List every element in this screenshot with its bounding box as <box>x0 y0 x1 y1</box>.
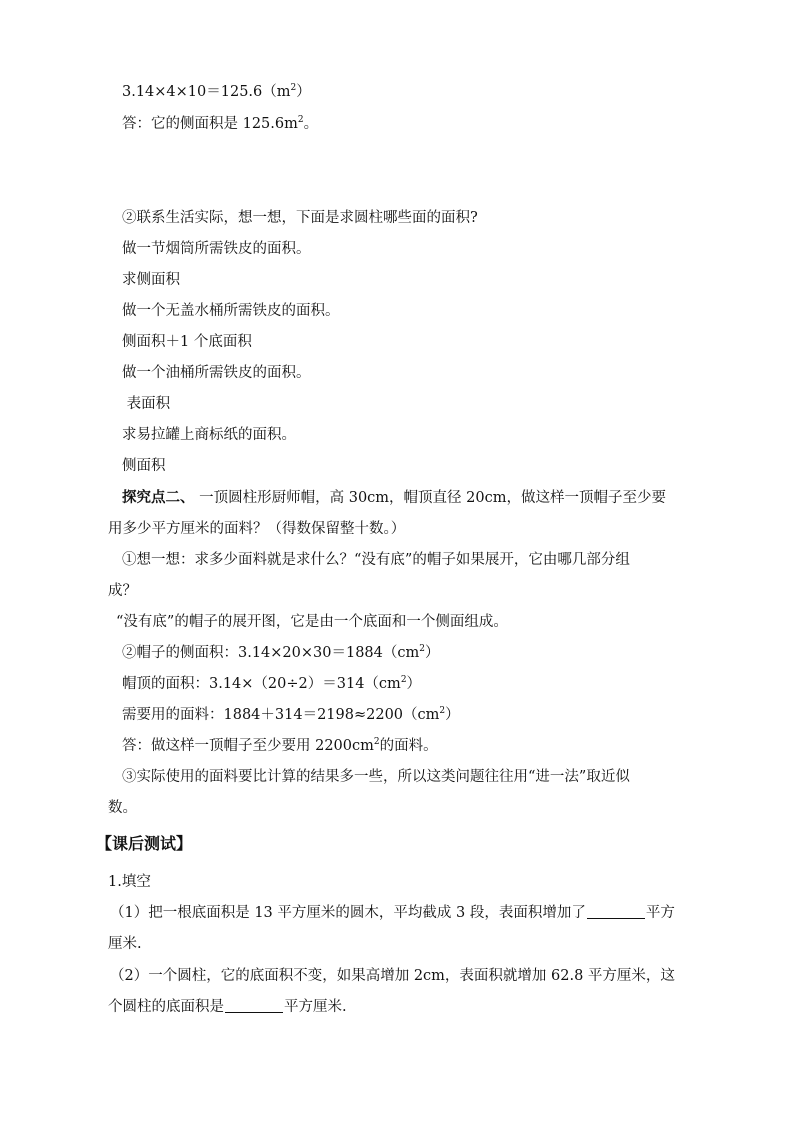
need-area-superscript: 2 <box>439 706 446 716</box>
explore2-think-line1: ①想一想：求多少面料就是求什么？“没有底”的帽子如果展开，它由哪几部分组 <box>122 552 630 568</box>
answer-line <box>122 114 318 134</box>
explore2-side-area <box>122 643 440 663</box>
explore2-note-line2: 数。 <box>108 800 137 816</box>
explore2-unfold: “没有底”的帽子的展开图，它是由一个底面和一个侧面组成。 <box>116 614 508 630</box>
part2-item-answer: 求侧面积 <box>122 272 180 288</box>
part2-question: ②联系生活实际，想一想，下面是求圆柱哪些面的面积? <box>122 210 478 226</box>
explore2-answer-superscript: 2 <box>373 737 380 747</box>
explore2-label: 探究点二、 <box>122 489 195 506</box>
test-q1-suffix: 平方 <box>645 905 675 921</box>
part2-item-answer: 表面积 <box>122 396 171 412</box>
explore2-text: 一顶圆柱形厨师帽，高 30cm，帽顶直径 20cm，做这样一顶帽子至少要 <box>194 490 666 506</box>
test-q2-line2 <box>108 997 347 1017</box>
explore2-line1 <box>122 488 700 508</box>
explore2-note-line1: ③实际使用的面料要比计算的结果多一些，所以这类问题往往用“进一法”取近似 <box>122 769 630 785</box>
part2-item-question: 做一节烟筒所需铁皮的面积。 <box>122 241 311 257</box>
calc-superscript: 2 <box>290 83 297 93</box>
answer-blank[interactable] <box>225 998 283 1013</box>
test-q2-suffix: 平方厘米. <box>284 999 347 1015</box>
calc-text: 3.14×4×10＝125.6（m <box>122 84 291 100</box>
explore2-answer-suffix: 的面料。 <box>379 738 438 754</box>
top-area-text: 帽顶的面积：3.14×（20÷2）＝314（cm <box>122 676 401 692</box>
explore2-think-line2: 成？ <box>108 583 137 599</box>
side-area-suffix: ） <box>425 645 440 661</box>
side-area-text: ②帽子的侧面积：3.14×20×30＝1884（cm <box>122 645 420 661</box>
top-area-suffix: ） <box>406 676 422 692</box>
explore2-top-area <box>122 674 421 694</box>
answer-text: 答：它的侧面积是 125.6m <box>122 116 298 132</box>
part2-item-question: 做一个油桶所需铁皮的面积。 <box>122 365 311 381</box>
answer-blank[interactable] <box>587 904 645 919</box>
calc-line <box>122 82 311 102</box>
test-q2-line1: （2）一个圆柱，它的底面积不变，如果高增加 2cm，表面积就增加 62.8 平方厘米，这 <box>110 968 675 984</box>
explore2-line2: 用多少平方厘米的面料？（得数保留整十数。） <box>108 521 406 537</box>
need-area-text: 需要用的面料：1884＋314＝2198≈2200（cm <box>122 707 440 723</box>
test-q1-line2: 厘米. <box>108 936 142 952</box>
explore2-answer-text: 答：做这样一顶帽子至少要用 2200cm <box>122 738 374 754</box>
calc-suffix: ） <box>296 84 311 100</box>
answer-superscript: 2 <box>297 115 304 125</box>
need-area-suffix: ） <box>445 707 460 723</box>
test-q1-text: （1）把一根底面积是 13 平方厘米的圆木，平均截成 3 段，表面积增加了 <box>110 905 586 921</box>
test-q2-text: 个圆柱的底面积是 <box>108 999 224 1015</box>
test-q1-line1 <box>110 903 675 923</box>
top-area-superscript: 2 <box>400 675 407 685</box>
answer-suffix: 。 <box>303 116 319 132</box>
part2-item-question: 求易拉罐上商标纸的面积。 <box>122 427 296 443</box>
explore2-answer <box>122 736 438 756</box>
explore2-need-area <box>122 705 460 725</box>
side-area-superscript: 2 <box>419 644 425 654</box>
test-heading: 【课后测试】 <box>96 834 193 853</box>
test-section-title: 1.填空 <box>108 874 151 890</box>
part2-item-answer: 侧面积＋1 个底面积 <box>122 334 252 350</box>
part2-item-question: 做一个无盖水桶所需铁皮的面积。 <box>122 303 340 319</box>
part2-item-answer: 侧面积 <box>122 458 166 474</box>
